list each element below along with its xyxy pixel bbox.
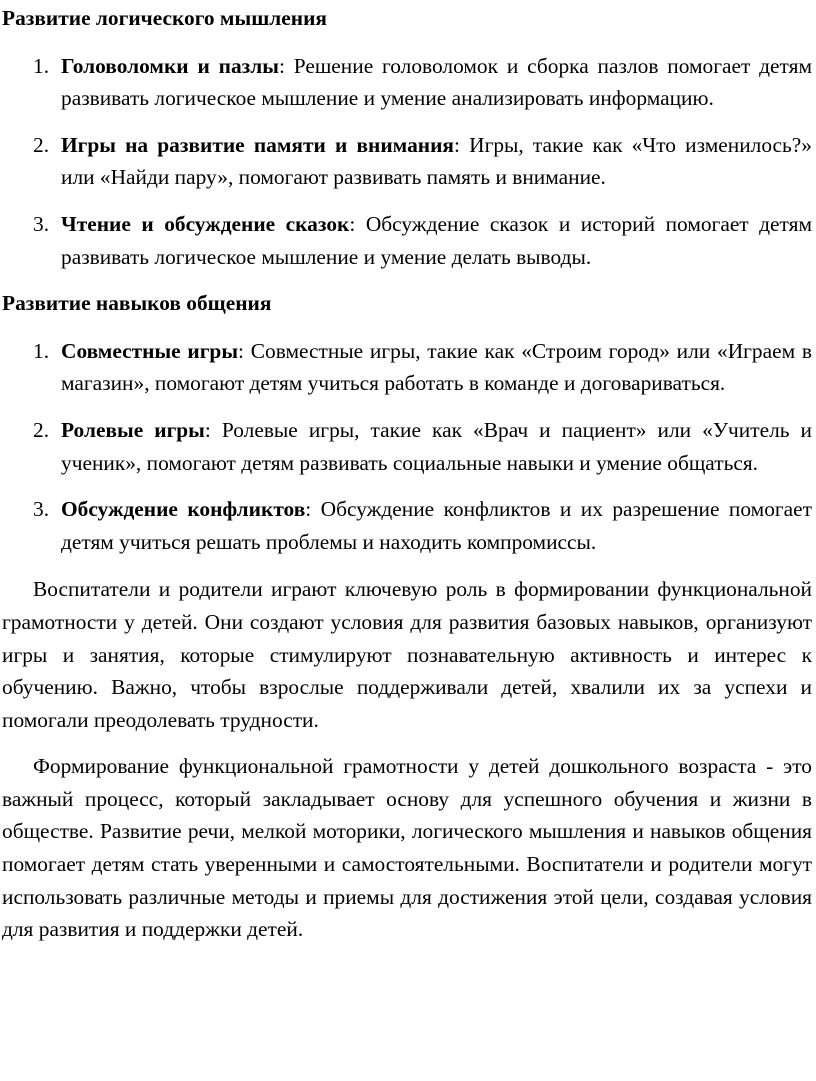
list-item-text: : Решение головоломок и сборка пазлов помогает детям развивать логическое мышление и умение анализировать информацию. (61, 53, 812, 111)
paragraph-conclusion: Формирование функциональной грамотности у детей дошкольного возраста - это важный процесс, который закладывает основу для успешного обучения и жизни в обществе. Развитие речи, мелкой моторики, логического мышления и навыков общения помогает детям стать уверенными и самостоятельными. Воспитатели и родители могут использовать различные методы и приемы для достижения этой цели, создавая условия для развития и поддержки детей. (2, 754, 812, 942)
paragraph-educators-role: Воспитатели и родители играют ключевую роль в формировании функциональной грамотности у детей. Они создают условия для развития базовых навыков, организуют игры и занятия, которые стимулируют познавательную активность и интерес к обучению. Важно, чтобы взрослые поддерживали детей, хвалили их за успехи и помогали преодолевать трудности. (2, 577, 812, 732)
list-item-number: 1. (33, 53, 50, 78)
list-item-number: 3. (33, 211, 50, 236)
list-item-text: : Совместные игры, такие как «Строим город» или «Играем в магазин», помогают детям учиться работать в команде и договариваться. (61, 338, 812, 396)
list-item-number: 1. (33, 338, 50, 363)
list-item-number: 2. (33, 417, 50, 442)
list-item-title: Игры на развитие памяти и внимания (61, 132, 455, 157)
list-item (2, 129, 812, 194)
list-item (2, 208, 812, 273)
section-heading-logic: Развитие логического мышления (2, 6, 327, 30)
list-item (2, 414, 812, 479)
list-item-title: Чтение и обсуждение сказок (61, 211, 350, 236)
list-item-text: : Ролевые игры, такие как «Врач и пациент» или «Учитель и ученик», помогают детям развивать социальные навыки и умение общаться. (61, 417, 813, 475)
list-communication (2, 335, 812, 559)
list-item-title: Ролевые игры (61, 417, 205, 442)
list-item-title: Совместные игры (61, 338, 239, 363)
list-item (2, 50, 812, 115)
list-item-text: : Обсуждение сказок и историй помогает детям развивать логическое мышление и умение делать выводы. (61, 211, 812, 269)
list-item-title: Головоломки и пазлы (61, 53, 279, 78)
list-logic (2, 50, 812, 274)
list-item (2, 335, 812, 400)
section-heading-communication: Развитие навыков общения (2, 291, 272, 316)
list-item-number: 3. (33, 497, 50, 522)
list-item (2, 493, 812, 558)
list-item-number: 2. (33, 132, 50, 157)
list-item-text: : Обсуждение конфликтов и их разрешение помогает детям учиться решать проблемы и находить компромиссы. (61, 497, 812, 554)
list-item-title: Обсуждение конфликтов (61, 497, 306, 522)
list-item-text: : Игры, такие как «Что изменилось?» или «Найди пару», помогают развивать память и внимание. (61, 132, 812, 190)
